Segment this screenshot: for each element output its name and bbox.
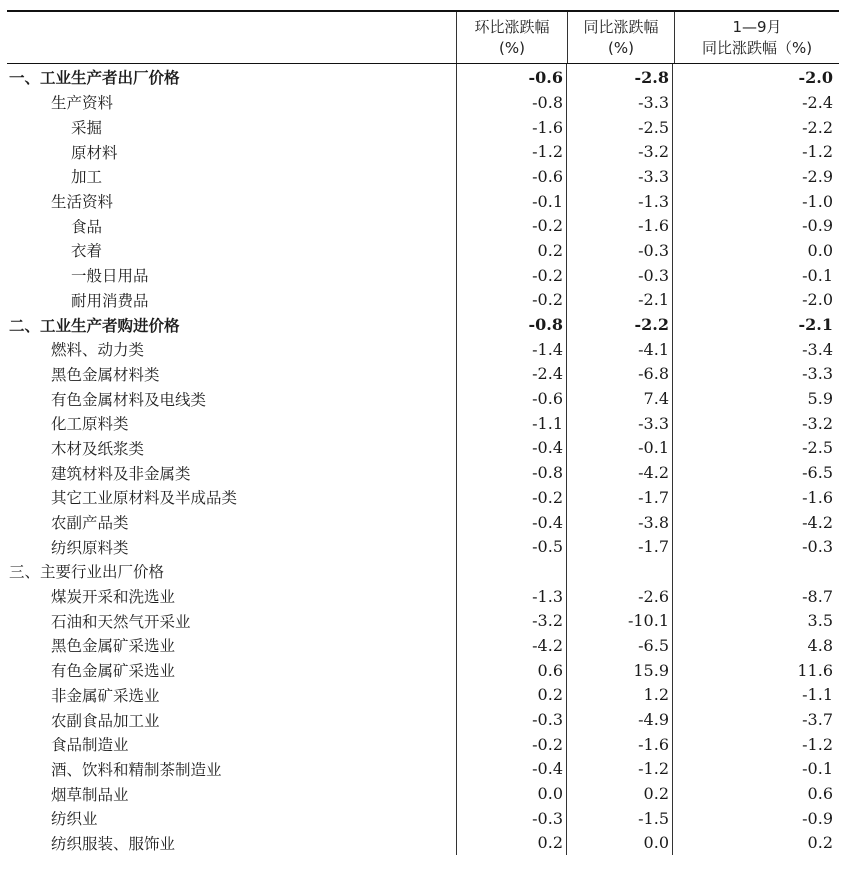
row-label: 木材及纸浆类 <box>51 439 145 458</box>
row-label: 烟草制品业 <box>51 785 129 804</box>
table-row <box>7 757 839 782</box>
row-label: 石油和天然气开采业 <box>51 612 191 631</box>
mom-value: -1.1 <box>456 411 566 436</box>
table-row <box>7 164 839 189</box>
ytd-value <box>672 559 836 584</box>
row-label: 建筑材料及非金属类 <box>51 464 191 483</box>
mom-value: -0.4 <box>456 436 566 461</box>
table-row <box>7 312 839 337</box>
row-label: 食品制造业 <box>51 736 129 755</box>
yoy-value: -0.3 <box>566 263 672 288</box>
row-label: 黑色金属材料类 <box>51 365 160 384</box>
row-label: 食品 <box>71 217 103 236</box>
mom-value: -0.8 <box>456 90 566 115</box>
ytd-value: -2.9 <box>672 164 836 189</box>
ytd-value: 11.6 <box>672 658 836 683</box>
ytd-value: -2.0 <box>672 288 836 313</box>
mom-value: 0.6 <box>456 658 566 683</box>
table-row <box>7 831 839 856</box>
yoy-value: -6.5 <box>566 633 672 658</box>
mom-value: -3.2 <box>456 608 566 633</box>
mom-value: -0.2 <box>456 732 566 757</box>
ytd-value: 4.8 <box>672 633 836 658</box>
mom-value: -0.2 <box>456 288 566 313</box>
row-label: 纺织业 <box>51 810 98 829</box>
table-row <box>7 658 839 683</box>
yoy-value: -3.2 <box>566 139 672 164</box>
table-row <box>7 683 839 708</box>
ytd-value: -4.2 <box>672 510 836 535</box>
row-label: 燃料、动力类 <box>51 341 145 360</box>
table-row <box>7 288 839 313</box>
row-label: 纺织服装、服饰业 <box>51 834 176 853</box>
mom-value: 0.2 <box>456 238 566 263</box>
row-label: 原材料 <box>71 143 118 162</box>
row-label: 有色金属矿采选业 <box>51 662 176 681</box>
row-label: 非金属矿采选业 <box>51 686 160 705</box>
mom-value: -0.3 <box>456 707 566 732</box>
row-label: 煤炭开采和洗选业 <box>51 588 176 607</box>
table-row <box>7 806 839 831</box>
ytd-value: 3.5 <box>672 608 836 633</box>
header-mom-unit: (%) <box>499 38 525 57</box>
yoy-value: -1.7 <box>566 485 672 510</box>
ytd-value: 0.0 <box>672 238 836 263</box>
header-ytd-title: 同比涨跌幅（%) <box>701 38 813 57</box>
yoy-value: 1.2 <box>566 683 672 708</box>
table-row <box>7 115 839 140</box>
row-label: 黑色金属矿采选业 <box>51 637 176 656</box>
yoy-value: -3.3 <box>566 164 672 189</box>
table-row <box>7 337 839 362</box>
table-row <box>7 263 839 288</box>
ytd-value: 0.6 <box>672 781 836 806</box>
table-row <box>7 189 839 214</box>
yoy-value: -3.3 <box>566 90 672 115</box>
row-label: 采掘 <box>71 119 103 138</box>
yoy-value: -4.2 <box>566 460 672 485</box>
header-yoy-change <box>567 12 674 63</box>
table-row <box>7 213 839 238</box>
row-label: 一般日用品 <box>71 267 149 286</box>
row-label: 酒、饮料和精制茶制造业 <box>51 760 222 779</box>
table-row <box>7 139 839 164</box>
header-blank-cell <box>7 12 456 63</box>
table-row <box>7 238 839 263</box>
yoy-value: -0.1 <box>566 436 672 461</box>
header-ytd-period: 1—9月 <box>732 17 782 36</box>
yoy-value: 7.4 <box>566 386 672 411</box>
yoy-value: -1.6 <box>566 732 672 757</box>
ytd-value: -8.7 <box>672 584 836 609</box>
ytd-value: -1.2 <box>672 732 836 757</box>
header-mom-title: 环比涨跌幅 <box>474 17 550 36</box>
row-label: 农副食品加工业 <box>51 711 160 730</box>
yoy-value: -1.3 <box>566 189 672 214</box>
row-label: 生活资料 <box>51 193 114 212</box>
ytd-value: -1.6 <box>672 485 836 510</box>
yoy-value: -2.2 <box>566 312 672 337</box>
mom-value: -0.6 <box>456 386 566 411</box>
yoy-value: -1.5 <box>566 806 672 831</box>
table-row <box>7 436 839 461</box>
yoy-value: -1.7 <box>566 534 672 559</box>
table-row <box>7 460 839 485</box>
table-row <box>7 707 839 732</box>
row-label: 有色金属材料及电线类 <box>51 390 207 409</box>
table-row <box>7 362 839 387</box>
mom-value: -0.2 <box>456 263 566 288</box>
yoy-value: 0.0 <box>566 831 672 856</box>
mom-value: -0.4 <box>456 757 566 782</box>
yoy-value: -2.5 <box>566 115 672 140</box>
ytd-value: -0.1 <box>672 757 836 782</box>
mom-value <box>456 559 566 584</box>
yoy-value: -1.2 <box>566 757 672 782</box>
table-row <box>7 608 839 633</box>
table-header <box>7 12 839 64</box>
table-row <box>7 510 839 535</box>
mom-value: -1.4 <box>456 337 566 362</box>
mom-value: 0.0 <box>456 781 566 806</box>
ytd-value: -1.0 <box>672 189 836 214</box>
ytd-value: -3.4 <box>672 337 836 362</box>
yoy-value: -4.9 <box>566 707 672 732</box>
ytd-value: -2.1 <box>672 312 836 337</box>
ytd-value: -3.2 <box>672 411 836 436</box>
yoy-value: -10.1 <box>566 608 672 633</box>
header-ytd-change <box>674 12 839 63</box>
table-row <box>7 485 839 510</box>
yoy-value: -3.8 <box>566 510 672 535</box>
yoy-value: 15.9 <box>566 658 672 683</box>
header-yoy-title: 同比涨跌幅 <box>583 17 659 36</box>
yoy-value: -0.3 <box>566 238 672 263</box>
table-row <box>7 90 839 115</box>
yoy-value: -1.6 <box>566 213 672 238</box>
table-row <box>7 732 839 757</box>
ytd-value: 5.9 <box>672 386 836 411</box>
mom-value: -1.6 <box>456 115 566 140</box>
mom-value: -1.2 <box>456 139 566 164</box>
table-row <box>7 534 839 559</box>
ytd-value: -1.1 <box>672 683 836 708</box>
header-yoy-unit: (%) <box>608 38 634 57</box>
mom-value: -0.2 <box>456 213 566 238</box>
row-label: 纺织原料类 <box>51 538 129 557</box>
ytd-value: -0.1 <box>672 263 836 288</box>
ytd-value: -2.5 <box>672 436 836 461</box>
yoy-value: -4.1 <box>566 337 672 362</box>
mom-value: -0.8 <box>456 460 566 485</box>
header-mom-change <box>456 12 567 63</box>
mom-value: 0.2 <box>456 683 566 708</box>
ytd-value: -0.9 <box>672 213 836 238</box>
yoy-value: -2.6 <box>566 584 672 609</box>
row-label: 三、主要行业出厂价格 <box>9 563 165 582</box>
mom-value: -0.3 <box>456 806 566 831</box>
row-label: 农副产品类 <box>51 514 129 533</box>
table-row <box>7 559 839 584</box>
row-label: 其它工业原材料及半成品类 <box>51 489 238 508</box>
table-row <box>7 781 839 806</box>
price-index-table <box>7 10 839 855</box>
row-label: 衣着 <box>71 242 103 261</box>
yoy-value: -2.8 <box>566 64 672 90</box>
mom-value: -0.1 <box>456 189 566 214</box>
row-label: 耐用消费品 <box>71 291 149 310</box>
table-row <box>7 64 839 90</box>
ytd-value: -0.9 <box>672 806 836 831</box>
mom-value: -0.5 <box>456 534 566 559</box>
ytd-value: -1.2 <box>672 139 836 164</box>
yoy-value <box>566 559 672 584</box>
ytd-value: -0.3 <box>672 534 836 559</box>
mom-value: 0.2 <box>456 831 566 856</box>
ytd-value: -2.0 <box>672 64 836 90</box>
table-row <box>7 386 839 411</box>
mom-value: -0.6 <box>456 64 566 90</box>
table-row <box>7 584 839 609</box>
mom-value: -0.4 <box>456 510 566 535</box>
mom-value: -0.8 <box>456 312 566 337</box>
row-label: 化工原料类 <box>51 415 129 434</box>
ytd-value: -3.7 <box>672 707 836 732</box>
yoy-value: -3.3 <box>566 411 672 436</box>
table-body <box>7 64 839 855</box>
row-label: 生产资料 <box>51 94 114 113</box>
ytd-value: -2.4 <box>672 90 836 115</box>
row-label: 二、工业生产者购进价格 <box>9 316 180 335</box>
row-label: 一、工业生产者出厂价格 <box>9 69 180 87</box>
mom-value: -4.2 <box>456 633 566 658</box>
ytd-value: -3.3 <box>672 362 836 387</box>
table-row <box>7 411 839 436</box>
table-row <box>7 633 839 658</box>
row-label: 加工 <box>71 168 103 187</box>
mom-value: -0.6 <box>456 164 566 189</box>
mom-value: -2.4 <box>456 362 566 387</box>
mom-value: -1.3 <box>456 584 566 609</box>
mom-value: -0.2 <box>456 485 566 510</box>
yoy-value: -2.1 <box>566 288 672 313</box>
yoy-value: 0.2 <box>566 781 672 806</box>
ytd-value: -6.5 <box>672 460 836 485</box>
yoy-value: -6.8 <box>566 362 672 387</box>
ytd-value: 0.2 <box>672 831 836 856</box>
ytd-value: -2.2 <box>672 115 836 140</box>
